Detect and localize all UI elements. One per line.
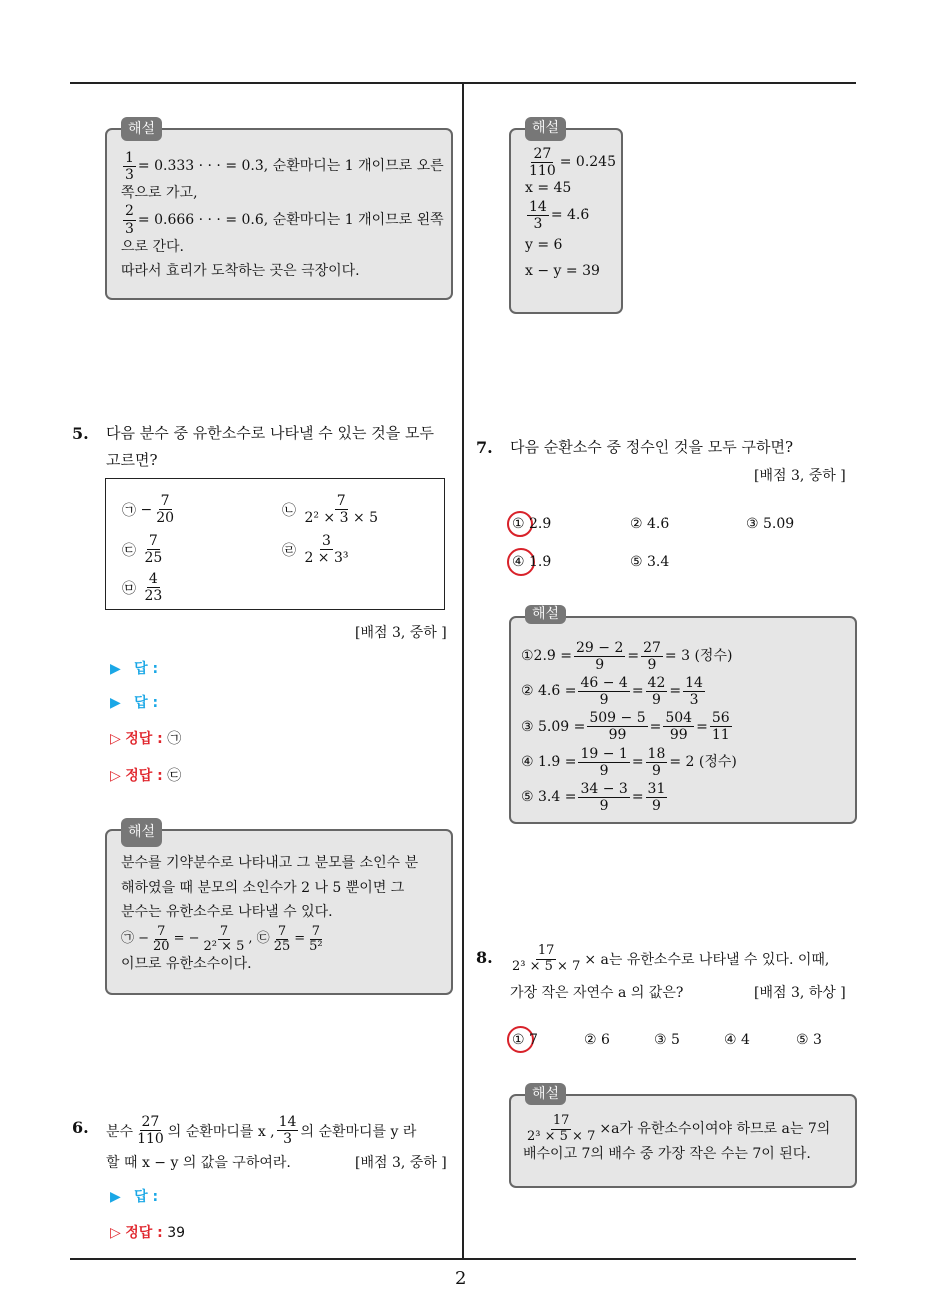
correct-answer-line: ▷ 정답 : 39 bbox=[110, 1225, 186, 1241]
option-1[interactable]: ㉠ − $\frac{7}{20}$ bbox=[122, 493, 175, 527]
solution-box-q7: 해설 ①2.9̇ = $\frac{29 - 2}{9}$ = $\frac{27}{9}$ = 3 (정수) ② 4.6̇ = $\frac{46 - 4}{9}$ = $\frac{42}{9}$ = $\frac{14}{3}$ ③ 5.0̇9̇ = $\frac{509 - 5}{99}$ = $\frac{504}{99}$ = $\frac{56}{11}$ ④ 1.9̇ = $\frac{19 - 1}{9}$ = $\frac{18}{9}$ = 2 (정수) ⑤ 3.4̇ = $\frac{34 - 3}{9}$ = $\frac{31}{9}$ bbox=[509, 616, 857, 824]
option-4[interactable]: ㉣ $\frac{3}{\text{2 × 3³}}$ bbox=[282, 533, 349, 567]
solution-line: ㉠ − $\frac{7}{20}$ = − $\frac{7}{\text{2² × 5}}$ , ㉢ $\frac{7}{25}$ = $\frac{7}{\text{5²}}$ bbox=[121, 923, 323, 955]
question-text: 가장 작은 자연수 a 의 값은? bbox=[510, 985, 684, 1001]
solution-tag: 해설 bbox=[121, 818, 162, 847]
points-label: [배점 3, 중하 ] bbox=[355, 1155, 447, 1171]
bottom-rule bbox=[70, 1258, 856, 1260]
option-1[interactable]: ① 7 bbox=[512, 1032, 538, 1048]
option-5[interactable]: ㉤ $\frac{4}{23}$ bbox=[122, 571, 163, 605]
option-2[interactable]: ② 4.6̇ bbox=[630, 516, 670, 532]
fraction: $\frac{2}{3}$ bbox=[125, 203, 134, 237]
option-1[interactable]: ① 2.9̇ bbox=[512, 516, 552, 532]
solution-box-q8: 해설 $\frac{17}{\text{2³ × 5 × 7}}$ ×a가 유한소수이여야 하므로 a는 7의 배수이고 7의 배수 중 가장 작은 수는 7이 된다. bbox=[509, 1094, 857, 1188]
option-3[interactable]: ③ 5 bbox=[654, 1032, 680, 1048]
solution-tag: 해설 bbox=[525, 117, 566, 141]
option-5[interactable]: ⑤ 3.4̇ bbox=[630, 554, 670, 570]
solution-box-q6: 해설 $\frac{27}{110}$ = 0.24̇5̇ x = 45 $\frac{14}{3}$ = 4.6̇ y = 6 x − y = 39 bbox=[509, 128, 623, 314]
correct-answer-line: ▷ 정답 : ㉠ bbox=[110, 731, 182, 747]
question-number: 6. bbox=[72, 1118, 89, 1137]
points-label: [배점 3, 중하 ] bbox=[355, 625, 447, 641]
answer-line[interactable]: ▶ 답 : bbox=[110, 661, 159, 677]
question-text: $\frac{17}{\text{2³ × 5 × 7}}$ × a는 유한소수로 나타낼 수 있다. 이때, bbox=[512, 943, 830, 974]
column-divider bbox=[462, 82, 464, 1260]
points-label: [배점 3, 하상 ] bbox=[754, 985, 846, 1001]
answer-line[interactable]: ▶ 답 : bbox=[110, 1189, 159, 1205]
option-3[interactable]: ③ 5.0̇9̇ bbox=[746, 516, 795, 532]
options-box bbox=[105, 478, 445, 610]
question-number: 7. bbox=[476, 438, 493, 457]
question-text: 할 때 x − y 의 값을 구하여라. bbox=[106, 1155, 291, 1171]
solution-line: 으로 간다. bbox=[121, 238, 184, 255]
page-number: 2 bbox=[455, 1268, 467, 1289]
option-5[interactable]: ⑤ 3 bbox=[796, 1032, 822, 1048]
points-label: [배점 3, 중하 ] bbox=[754, 468, 846, 484]
solution-line: $\frac{1}{3}$ = 0.333 · · · = 0.3̇, 순환마디는 1 개이므로 오른 bbox=[125, 150, 444, 184]
option-3[interactable]: ㉢ $\frac{7}{25}$ bbox=[122, 533, 163, 567]
solution-tag: 해설 bbox=[525, 605, 566, 624]
solution-tag: 해설 bbox=[525, 1083, 566, 1105]
option-2[interactable]: ㉡ $\frac{7}{\text{2² × 3 × 5}}$ bbox=[282, 493, 379, 527]
solution-tag: 해설 bbox=[121, 117, 162, 141]
solution-box-q5: 해설 분수를 기약분수로 나타내고 그 분모를 소인수 분 해하였을 때 분모의 소인수가 2 나 5 뿐이면 그 분수는 유한소수로 나타낼 수 있다. ㉠ − $\frac{7}{20}$ = − $\frac{7}{\text{2² × 5}}$ , ㉢ $\frac{7}{25}$ = $\frac{7}{\text{5²}}$ 이므로 유한소수이다. bbox=[105, 829, 453, 995]
option-4[interactable]: ④ 4 bbox=[724, 1032, 750, 1048]
correct-answer-line: ▷ 정답 : ㉢ bbox=[110, 768, 182, 784]
solution-line: 따라서 효리가 도착하는 곳은 극장이다. bbox=[121, 262, 360, 279]
question-number: 8. bbox=[476, 948, 493, 967]
option-2[interactable]: ② 6 bbox=[584, 1032, 610, 1048]
solution-line: 쪽으로 가고, bbox=[121, 185, 198, 202]
answer-line[interactable]: ▶ 답 : bbox=[110, 695, 159, 711]
question-text: 다음 순환소수 중 정수인 것을 모두 구하면? bbox=[510, 438, 793, 456]
solution-box-q4 bbox=[105, 121, 453, 300]
question-text: 다음 분수 중 유한소수로 나타낼 수 있는 것을 모두 고르면? bbox=[106, 424, 434, 469]
fraction: $\frac{1}{3}$ bbox=[125, 150, 134, 184]
solution-line: $\frac{2}{3}$ = 0.666 · · · = 0.6̇, 순환마디는 1 개이므로 왼쪽 bbox=[125, 203, 444, 237]
option-4[interactable]: ④ 1.9̇ bbox=[512, 554, 552, 570]
question-number: 5. bbox=[72, 424, 89, 443]
question-text: 분수 $\frac{27}{110}$ 의 순환마디를 x , $\frac{14}{3}$ 의 순환마디를 y 라 bbox=[106, 1114, 417, 1148]
